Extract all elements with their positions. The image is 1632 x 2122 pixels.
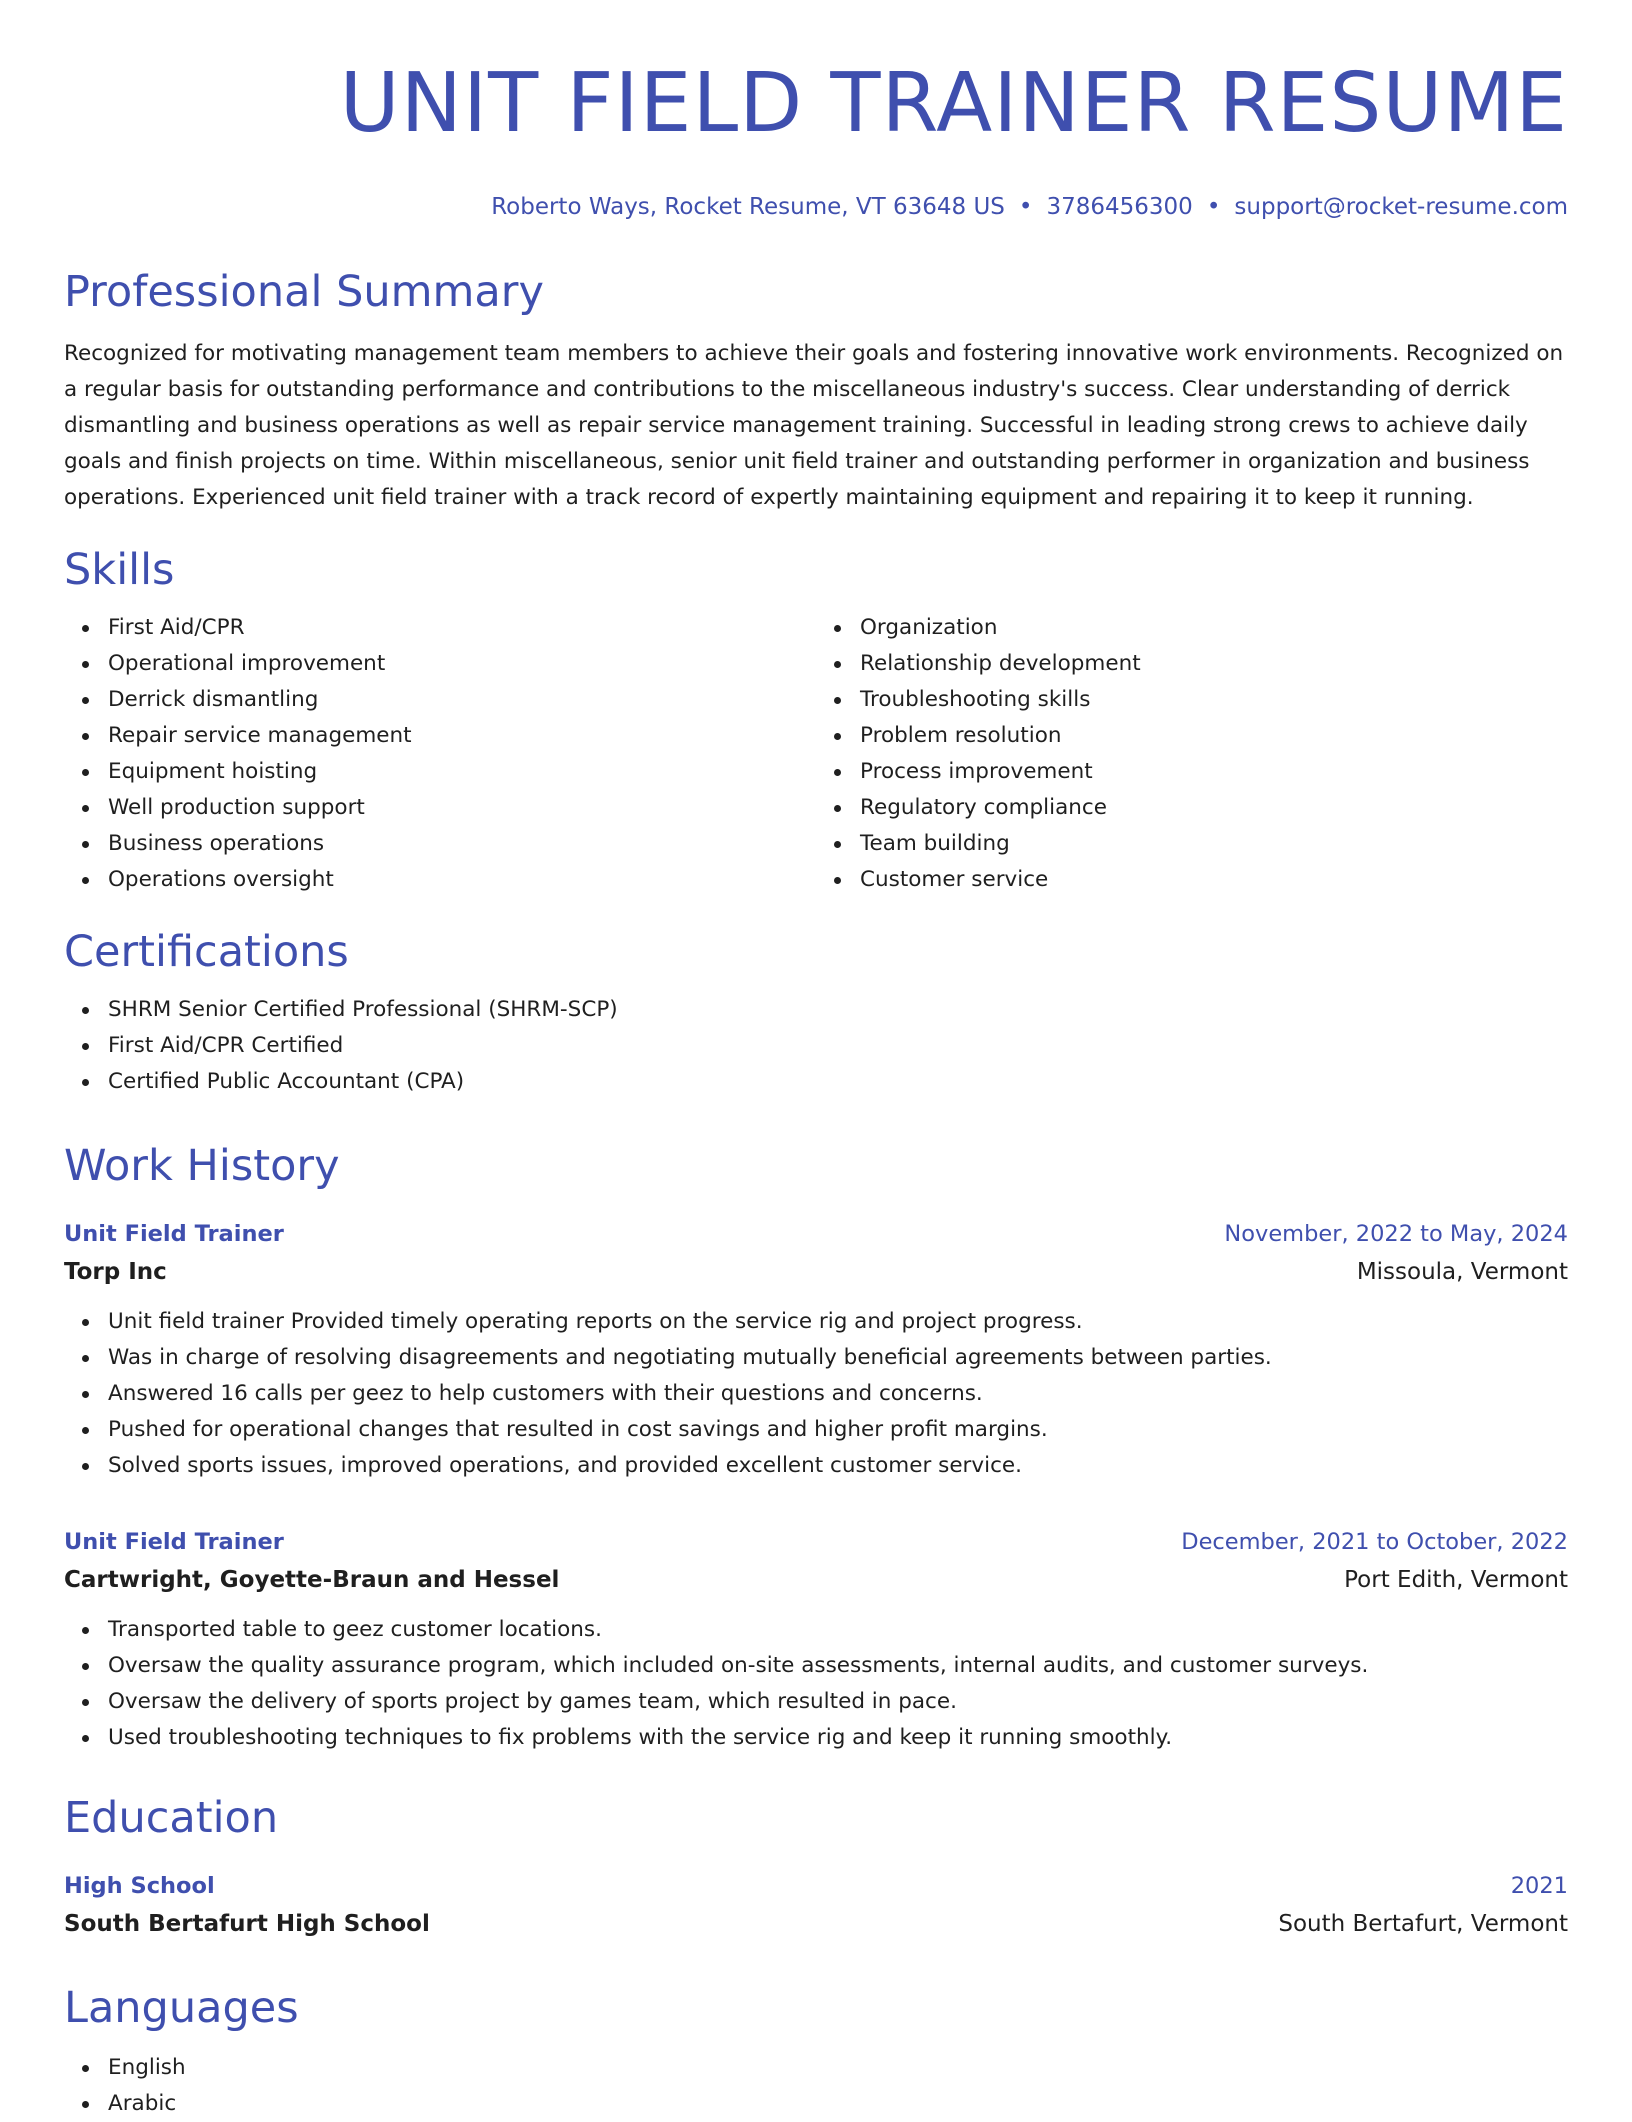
skills-columns	[64, 610, 1568, 898]
job-bullet: Oversaw the quality assurance program, which included on-site assessments, internal audits, and customer surveys.	[108, 1648, 1568, 1684]
job-bullet: Was in charge of resolving disagreements and negotiating mutually beneficial agreements between parties.	[108, 1340, 1568, 1376]
certification-item: First Aid/CPR Certified	[108, 1028, 1568, 1064]
contact-line	[64, 192, 1568, 222]
summary-heading: Professional Summary	[64, 267, 544, 317]
summary-text: Recognized for motivating management team members to achieve their goals and fostering innovative work environments. Recognized on a regular basis for outstanding performance and contributions to the miscellaneous industry's success. Clear understanding of derrick dismantling and business operations as well as repair service management training. Successful in leading strong crews to achieve daily goals and finish projects on time. Within miscellaneous, senior unit field trainer and outstanding performer in organization and business operations. Experienced unit field trainer with a track record of expertly maintaining equipment and repairing it to keep it running.	[64, 341, 1564, 510]
language-item: Arabic	[108, 2086, 1568, 2122]
languages-heading: Languages	[64, 1983, 299, 2033]
skill-item: Operations oversight	[108, 862, 816, 898]
skills-left-list	[64, 610, 816, 898]
job-company: Cartwright, Goyette-Braun and Hessel	[64, 1567, 560, 1593]
languages-list	[64, 2050, 1568, 2122]
certification-item: SHRM Senior Certified Professional (SHRM-SCP)	[108, 992, 1568, 1028]
job-bullet: Used troubleshooting techniques to fix problems with the service rig and keep it running smoothly.	[108, 1720, 1568, 1756]
job-bullet: Unit field trainer Provided timely operating reports on the service rig and project progress.	[108, 1304, 1568, 1340]
job-bullet: Transported table to geez customer locations.	[108, 1612, 1568, 1648]
job-location: Port Edith, Vermont	[1344, 1567, 1568, 1593]
education-degree: High School	[64, 1873, 215, 1899]
job-location: Missoula, Vermont	[1356, 1259, 1568, 1285]
job-dates: December, 2021 to October, 2022	[1181, 1529, 1568, 1555]
skill-item: Team building	[860, 826, 1568, 862]
job-entry	[64, 1524, 1568, 1756]
skill-item: Problem resolution	[860, 718, 1568, 754]
skill-item: Relationship development	[860, 646, 1568, 682]
job-company-row	[64, 1560, 1568, 1600]
job-company-row	[64, 1252, 1568, 1292]
job-bullet: Solved sports issues, improved operations, and provided excellent customer service.	[108, 1448, 1568, 1484]
job-title-row	[64, 1216, 1568, 1252]
skill-item: First Aid/CPR	[108, 610, 816, 646]
job-entry	[64, 1216, 1568, 1484]
contact-separator: •	[1018, 194, 1033, 220]
job-bullet: Oversaw the delivery of sports project by games team, which resulted in pace.	[108, 1684, 1568, 1720]
job-dates: November, 2022 to May, 2024	[1224, 1221, 1568, 1247]
language-item: English	[108, 2050, 1568, 2086]
job-company: Torp Inc	[64, 1259, 167, 1285]
resume-title: UNIT FIELD TRAINER RESUME	[339, 56, 1568, 151]
certifications-heading: Certifications	[64, 927, 349, 977]
skill-item: Business operations	[108, 826, 816, 862]
work-history-heading: Work History	[64, 1141, 340, 1191]
job-bullets	[64, 1612, 1568, 1756]
skills-right-list	[816, 610, 1568, 898]
skill-item: Derrick dismantling	[108, 682, 816, 718]
skill-item: Organization	[860, 610, 1568, 646]
education-school-row	[64, 1904, 1568, 1944]
skill-item: Equipment hoisting	[108, 754, 816, 790]
job-title-row	[64, 1524, 1568, 1560]
education-degree-row	[64, 1868, 1568, 1904]
job-title: Unit Field Trainer	[64, 1221, 284, 1247]
skills-heading: Skills	[64, 545, 175, 595]
education-entry	[64, 1868, 1568, 1944]
education-heading: Education	[64, 1793, 279, 1843]
skill-item: Well production support	[108, 790, 816, 826]
skill-item: Repair service management	[108, 718, 816, 754]
job-bullet: Answered 16 calls per geez to help customers with their questions and concerns.	[108, 1376, 1568, 1412]
skill-item: Process improvement	[860, 754, 1568, 790]
skill-item: Operational improvement	[108, 646, 816, 682]
job-bullets	[64, 1304, 1568, 1484]
job-title: Unit Field Trainer	[64, 1529, 284, 1555]
contact-email: support@rocket-resume.com	[1234, 194, 1568, 220]
job-bullet: Pushed for operational changes that resulted in cost savings and higher profit margins.	[108, 1412, 1568, 1448]
education-location: South Bertafurt, Vermont	[1278, 1911, 1568, 1937]
skill-item: Troubleshooting skills	[860, 682, 1568, 718]
certification-item: Certified Public Accountant (CPA)	[108, 1064, 1568, 1100]
skill-item: Customer service	[860, 862, 1568, 898]
education-year: 2021	[1510, 1873, 1568, 1899]
contact-address: Roberto Ways, Rocket Resume, VT 63648 US	[491, 194, 1005, 220]
certifications-list	[64, 992, 1568, 1100]
contact-separator: •	[1206, 194, 1221, 220]
contact-phone: 3786456300	[1046, 194, 1193, 220]
education-school: South Bertafurt High School	[64, 1911, 430, 1937]
skill-item: Regulatory compliance	[860, 790, 1568, 826]
